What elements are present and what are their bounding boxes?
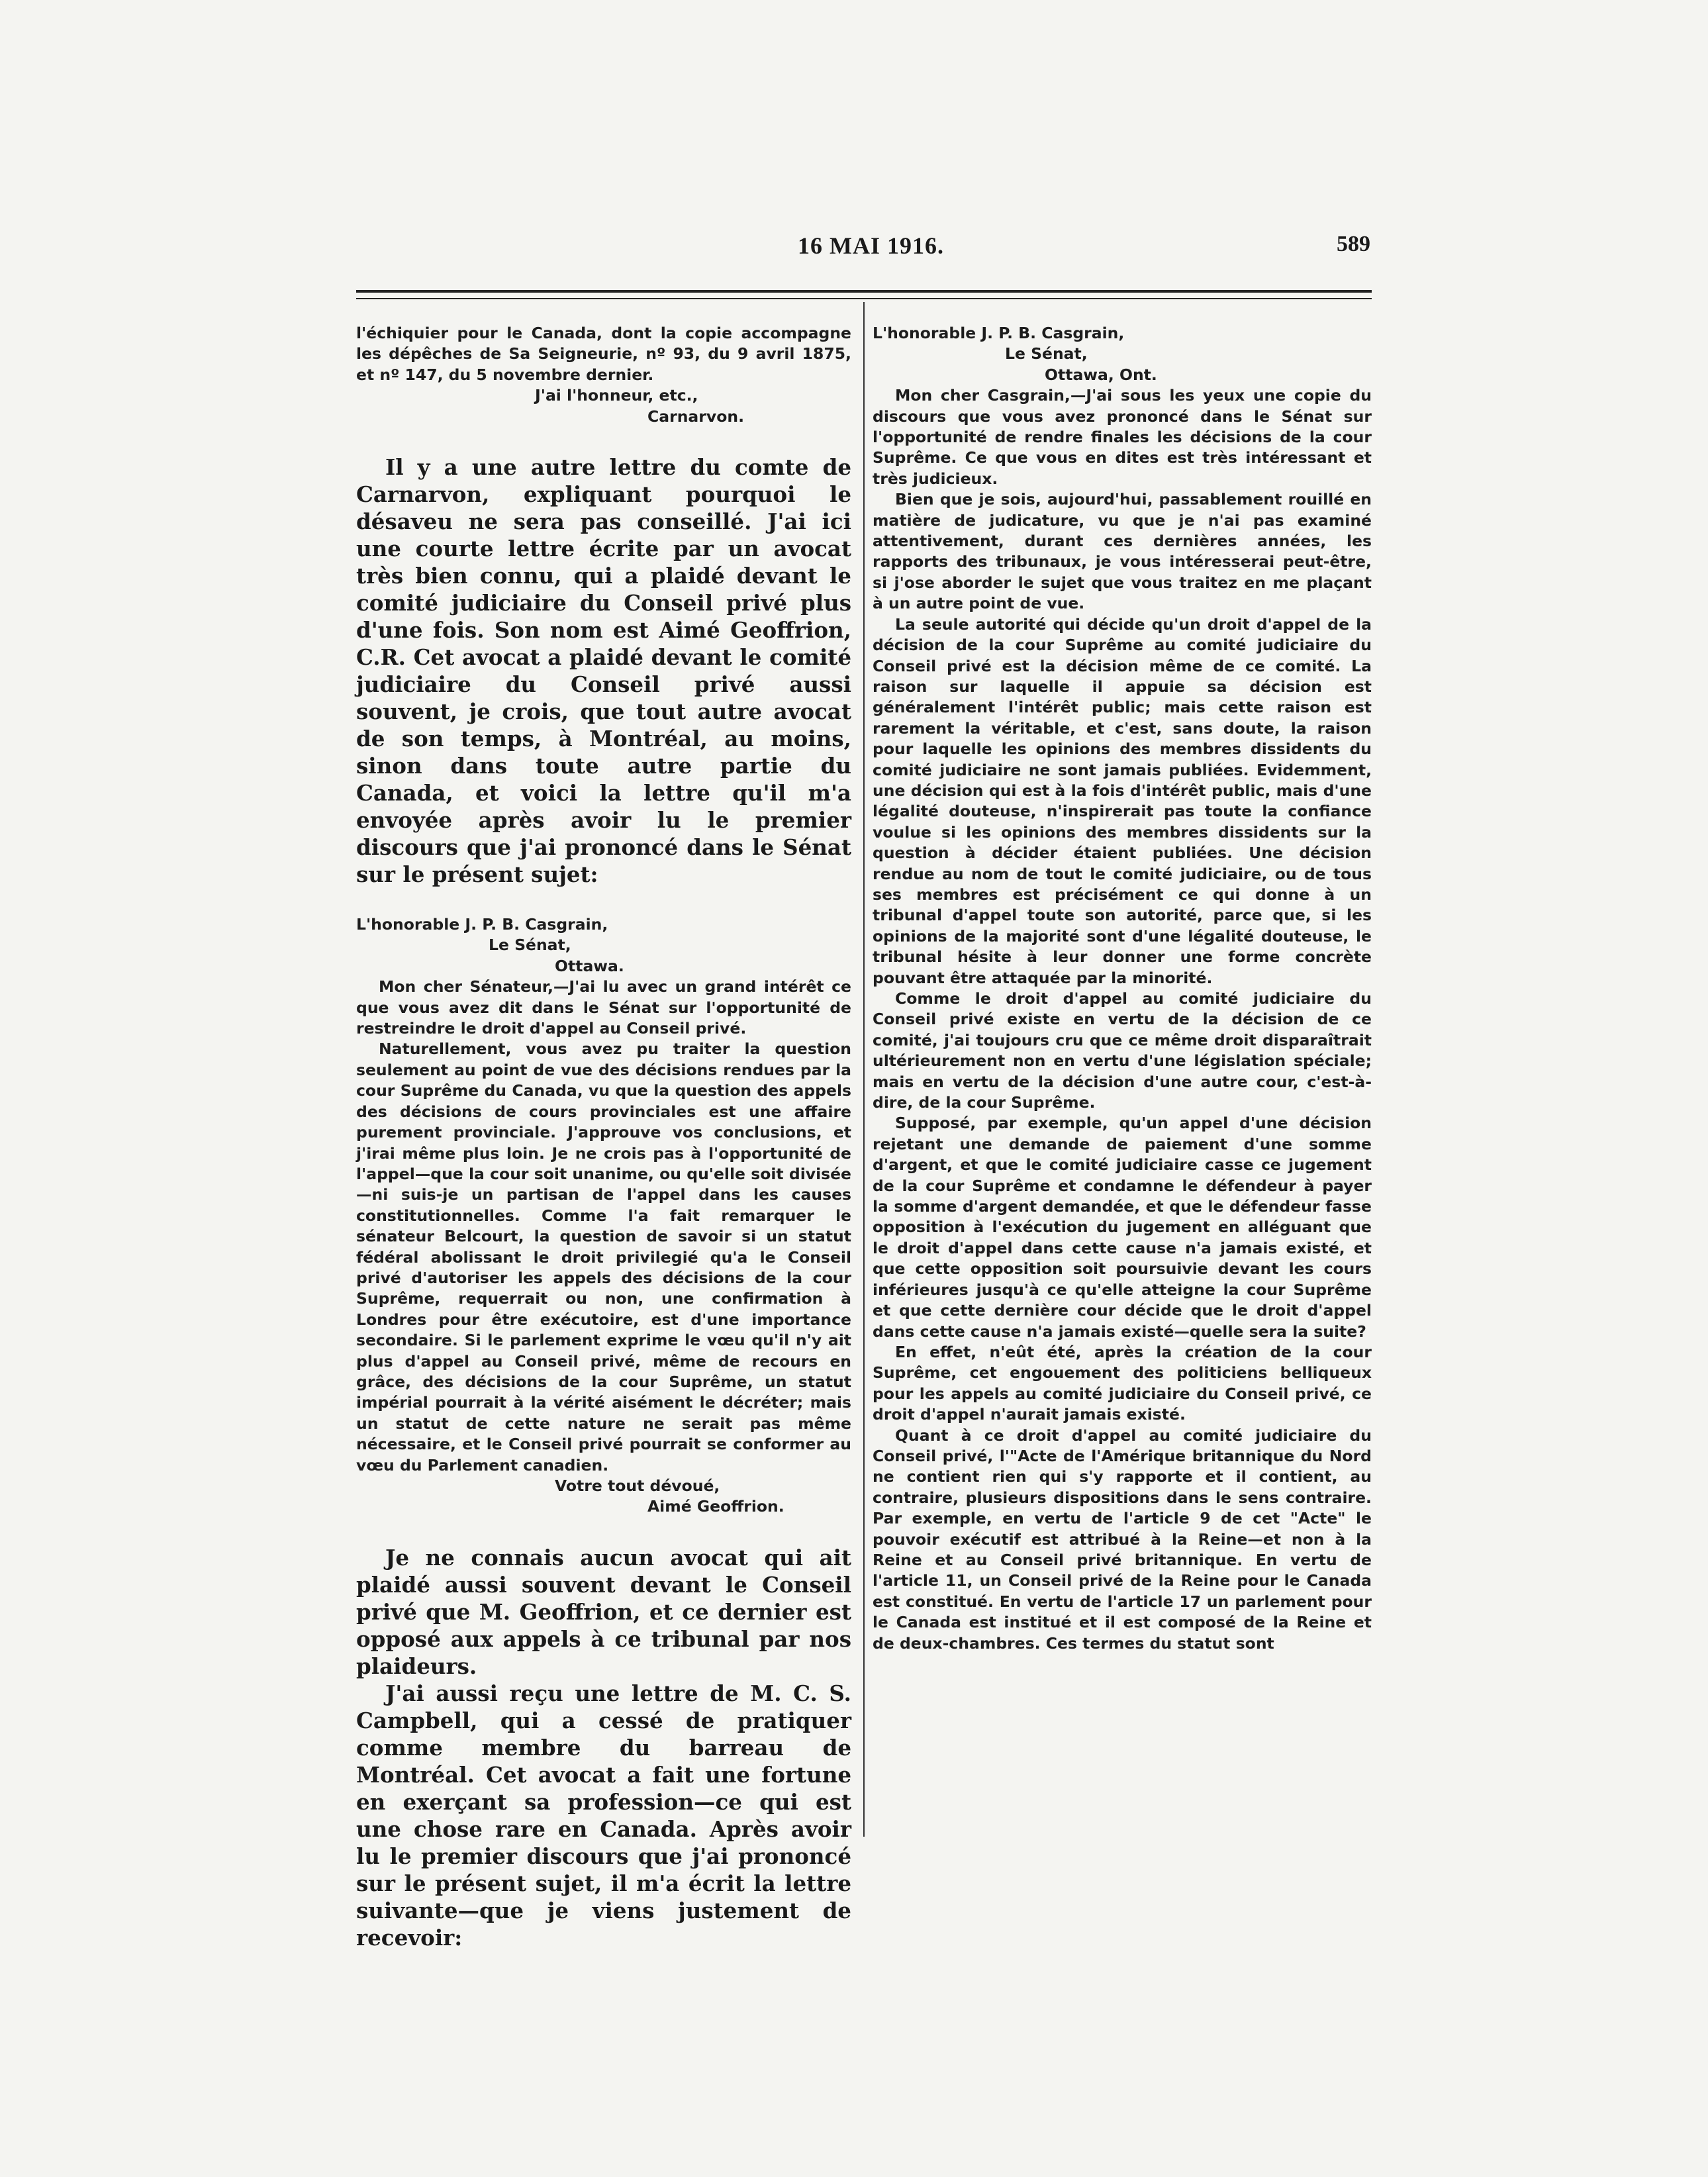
column-divider <box>863 302 865 1837</box>
paragraph: J'ai aussi reçu une lettre de M. C. S. Campbell, qui a cessé de pratiquer comme membre du barreau de Montréal. Cet avocat a fait une fortune en exerçant sa profession—ce qui est une chose rare en Canada. Après avoir lu le premier discours que j'ai prononcé sur le présent sujet, il m'a écrit la lettre suivante—que je viens justement de recevoir: <box>356 1680 851 1951</box>
letter-address-line: Ottawa. <box>555 956 624 975</box>
header-date: 16 MAI 1916. <box>798 232 944 259</box>
letter-address-line: Le Sénat, <box>1005 344 1088 363</box>
paragraph: Je ne connais aucun avocat qui ait plaidé aussi souvent devant le Conseil privé que M. Geoffrion, et ce dernier est opposé aux appels à ce tribunal par nos plaideurs. <box>356 1544 851 1679</box>
paragraph: Mon cher Sénateur,—J'ai lu avec un grand intérêt ce que vous avez dit dans le Sénat sur l'opportunité de restreindre le droit d'appel au Conseil privé. <box>356 977 851 1038</box>
letter-address-line: L'honorable J. P. B. Casgrain, <box>356 915 608 934</box>
paragraph: Comme le droit d'appel au comité judiciaire du Conseil privé existe en vertu de la décision de ce comité, j'ai toujours cru que ce même droit disparaîtrait ultérieurement non en vertu d'une législation spéciale; mais en vertu de la décision d'une autre cour, c'est-à-dire, de la cour Suprême. <box>873 989 1372 1112</box>
page-number: 589 <box>1337 232 1370 256</box>
letter-address-line: Ottawa, Ont. <box>1045 365 1157 384</box>
page-header <box>357 232 1377 265</box>
right-column <box>873 323 1372 1654</box>
campbell-letter <box>873 323 1372 1654</box>
speech-block-2 <box>356 1544 851 1951</box>
letter-signature: Carnarvon. <box>647 407 744 426</box>
letter-closing: Votre tout dévoué, <box>555 1476 720 1495</box>
letter-address-line: Le Sénat, <box>489 936 571 955</box>
paragraph: Bien que je sois, aujourd'hui, passablement rouillé en matière de judicature, vu que je n'ai pas examiné attentivement, durant ces dernières années, les rapports des tribunaux, je vous intéresserai peut-être, si j'ose aborder le sujet que vous traitez en me plaçant à un autre point de vue. <box>873 490 1372 613</box>
paragraph: l'échiquier pour le Canada, dont la copie accompagne les dépêches de Sa Seigneurie, nº 93, du 9 avril 1875, et nº 147, du 5 novembre dernier. <box>356 324 851 384</box>
geoffrion-letter <box>356 914 851 1518</box>
letter-signature: Aimé Geoffrion. <box>647 1497 784 1516</box>
paragraph: Naturellement, vous avez pu traiter la question seulement au point de vue des décisions rendues par la cour Suprême du Canada, vu que la question des appels des décisions de cours provinciales est une affaire purement provinciale. J'approuve vos conclusions, et j'irai même plus loin. Je ne crois pas à l'opportunité de l'appel—que la cour soit unanime, ou qu'elle soit divisée—ni suis-je un partisan de l'appel dans les causes constitutionnelles. Comme l'a fait remarquer le sénateur Belcourt, la question de savoir si un statut fédéral abolissant le droit privilegié qu'a le Conseil privé d'autoriser les appels des décisions de la cour Suprême, requerrait ou non, une confirmation à Londres pour être exécutoire, est d'une importance secondaire. Si le parlement exprime le vœu qu'il n'y ait plus d'appel au Conseil privé, même de recours en grâce, des décisions de la cour Suprême, un statut impérial pourrait à la vérité aisément le décréter; mais un statut de cette nature ne serait pas même nécessaire, et le Conseil privé pourrait se conformer au vœu du Parlement canadien. <box>356 1040 851 1475</box>
paragraph: Mon cher Casgrain,—J'ai sous les yeux une copie du discours que vous avez prononcé dans le Sénat sur l'opportunité de rendre finales les décisions de la cour Suprême. Ce que vous en dites est très intéressant et très judicieux. <box>873 386 1372 488</box>
header-rule-thin <box>356 298 1372 299</box>
letter-address-line: L'honorable J. P. B. Casgrain, <box>873 324 1125 342</box>
paragraph: En effet, n'eût été, après la création de la cour Suprême, cet engouement des politiciens belliqueux pour les appels au comité judiciaire du Conseil privé, ce droit d'appel n'aurait jamais existé. <box>873 1342 1372 1424</box>
carnarvon-letter-end <box>356 323 851 427</box>
paragraph: La seule autorité qui décide qu'un droit d'appel de la décision de la cour Suprême au comité judiciaire du Conseil privé est la décision même de ce comité. La raison sur laquelle il appuie sa décision est généralement l'intérêt public; mais cette raison est rarement la véritable, et c'est, sans doute, la raison pour laquelle les opinions des membres dissidents du comité judiciaire ne sont jamais publiées. Evidemment, une décision qui est à la fois d'intérêt public, mais d'une légalité douteuse, n'inspirerait pas toute la confiance voulue si les opinions des membres dissidents sur la question à décider étaient publiées. Une décision rendue au nom de tout le comité judiciaire, ou de tous ses membres est précisément ce qui donne à un tribunal d'appel toute son autorité, parce que, si les opinions de la majorité sont d'une légalité douteuse, le tribunal hésite à leur donner une forme concrète pouvant être attaquée par la minorité. <box>873 614 1372 987</box>
paragraph: Il y a une autre lettre du comte de Carnarvon, expliquant pourquoi le désaveu ne sera pas conseillé. J'ai ici une courte lettre écrite par un avocat très bien connu, qui a plaidé devant le comité judiciaire du Conseil privé plus d'une fois. Son nom est Aimé Geoffrion, C.R. Cet avocat a plaidé devant le comité judiciaire du Conseil privé aussi souvent, je crois, que tout autre avocat de son temps, à Montréal, au moins, sinon dans toute autre partie du Canada, et voici la lettre qu'il m'a envoyée après avoir lu le premier discours que j'ai prononcé dans le Sénat sur le présent sujet: <box>356 454 851 888</box>
left-column <box>356 323 851 1951</box>
letter-closing: J'ai l'honneur, etc., <box>535 386 698 405</box>
paragraph: Quant à ce droit d'appel au comité judiciaire du Conseil privé, l'"Acte de l'Amérique britannique du Nord ne contient rien qui s'y rapporte et il contient, au contraire, plusieurs dispositions dans le sens contraire. Par exemple, en vertu de l'article 9 de cet "Acte" le pouvoir exécutif est attribué à la Reine—et non à la Reine et au Conseil privé britannique. En vertu de l'article 11, un Conseil privé de la Reine pour le Canada est constitué. En vertu de l'article 17 un parlement pour le Canada est institué et il est composé de la Reine et de deux-chambres. Ces termes du statut sont <box>873 1426 1372 1653</box>
header-rule-thick <box>356 290 1372 293</box>
paragraph: Supposé, par exemple, qu'un appel d'une décision rejetant une demande de paiement d'une somme d'argent, et que le comité judiciaire casse ce jugement de la cour Suprême et condamne le défendeur à payer la somme d'argent demandée, et que le défendeur fasse opposition à l'exécution du jugement en alléguant que le droit d'appel dans cette cause n'a jamais existé, et que cette opposition soit poursuivie devant les cours inférieures jusqu'à ce qu'elle atteigne la cour Suprême et que cette dernière cour décide que le droit d'appel dans cette cause n'a jamais existé—quelle sera la suite? <box>873 1114 1372 1341</box>
speech-block-1 <box>356 454 851 888</box>
